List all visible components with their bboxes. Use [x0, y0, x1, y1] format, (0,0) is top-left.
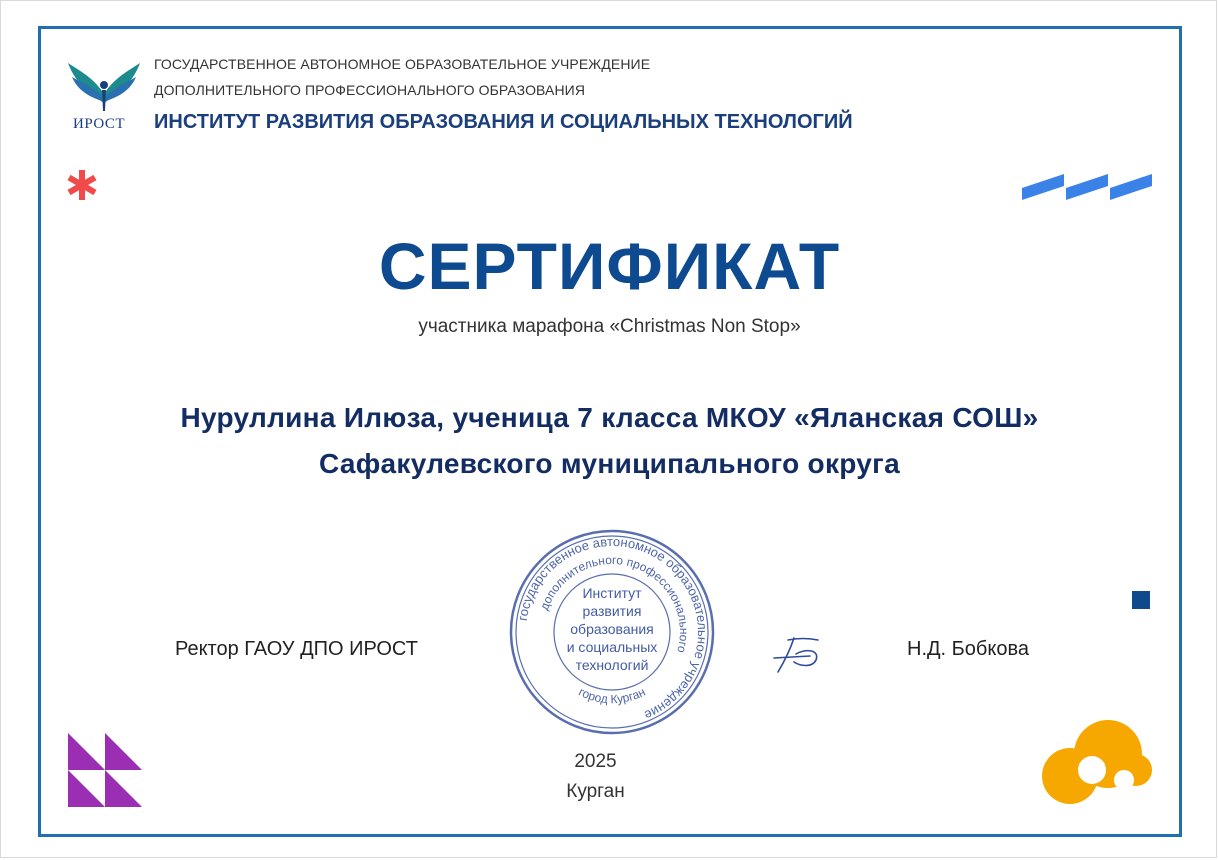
- handwritten-signature: [770, 632, 830, 676]
- org-type-line: ГОСУДАРСТВЕННОЕ АВТОНОМНОЕ ОБРАЗОВАТЕЛЬНОЕ УЧРЕЖДЕНИЕ: [154, 56, 651, 72]
- stamp-center-line: образования: [570, 621, 654, 637]
- asterisk-icon: [65, 168, 99, 202]
- certificate-title: СЕРТИФИКАТ: [378, 229, 841, 303]
- institute-name: ИНСТИТУТ РАЗВИТИЯ ОБРАЗОВАНИЯ И СОЦИАЛЬНЫХ ТЕХНОЛОГИЙ: [154, 111, 853, 133]
- certificate-subtitle: участника марафона «Christmas Non Stop»: [418, 316, 801, 337]
- stripes-decoration-icon: [1022, 170, 1154, 202]
- logo-text: ИРОСТ: [73, 116, 126, 132]
- square-decoration: [1132, 591, 1150, 609]
- stamp-center-line: и социальных: [566, 639, 658, 655]
- stamp-inner-text: дополнительного профессионального: [536, 552, 692, 655]
- stamp-center-line: технологий: [575, 657, 649, 673]
- stamp-bottom-text: город Курган: [576, 684, 648, 707]
- stamp-center-line: развития: [582, 603, 642, 619]
- certificate-year: 2025: [574, 751, 617, 772]
- svg-text:город Курган: [576, 685, 647, 707]
- rector-title: Ректор ГАОУ ДПО ИРОСТ: [175, 638, 418, 660]
- stamp-center-line: Институт: [582, 585, 642, 601]
- certificate-city: Курган: [566, 781, 625, 802]
- official-stamp: [508, 528, 716, 736]
- recipient-line-1: Нуруллина Илюза, ученица 7 класса МКОУ «Яланская СОШ»: [180, 402, 1039, 433]
- signer-name: Н.Д. Бобкова: [907, 638, 1029, 660]
- stamp-outer-text: государственное автономное образовательное учреждение: [514, 533, 711, 724]
- recipient-line-2: Сафакулевского муниципального округа: [318, 448, 901, 479]
- org-education-line: ДОПОЛНИТЕЛЬНОГО ПРОФЕССИОНАЛЬНОГО ОБРАЗОВАНИЯ: [154, 82, 586, 98]
